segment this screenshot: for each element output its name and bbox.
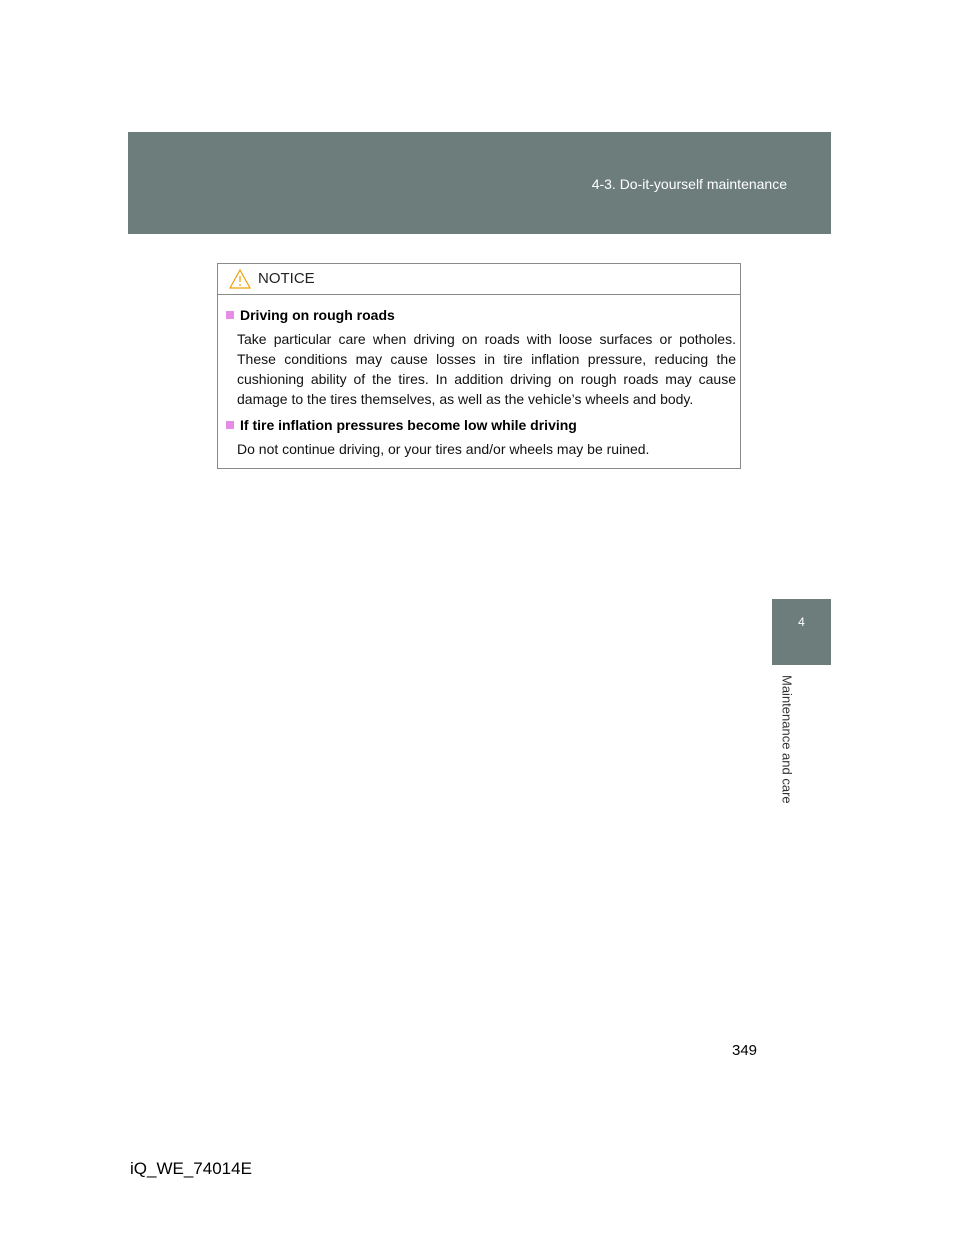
notice-box [217,263,741,469]
notice-item-heading [226,307,736,323]
chapter-label: Maintenance and care [779,675,795,804]
notice-item-heading [226,417,736,433]
notice-title: NOTICE [258,270,315,287]
chapter-label-container [770,675,804,815]
chapter-tab [772,599,831,665]
header-band [128,132,831,234]
section-title: 4-3. Do-it-yourself maintenance [591,176,787,192]
chapter-number: 4 [798,615,805,629]
warning-icon [229,269,251,289]
bullet-square-icon [226,311,234,319]
notice-item-heading-text: If tire inflation pressures become low while driving [240,417,577,433]
page-number: 349 [732,1042,758,1059]
notice-item-heading-text: Driving on rough roads [240,307,395,323]
bullet-square-icon [226,421,234,429]
notice-item-text: Take particular care when driving on roads with loose surfaces or potholes. These conditions may cause losses in tire inflation pressure, reducing the cushioning ability of the tires. In addition driving on rough roads may cause damage to the tires themselves, as well as the vehicle’s wheels and body. [237,331,736,407]
document-code: iQ_WE_74014E [130,1159,252,1178]
notice-body [218,295,740,459]
notice-header [218,264,740,295]
notice-item-text: Do not continue driving, or your tires and/or wheels may be ruined. [237,441,650,457]
